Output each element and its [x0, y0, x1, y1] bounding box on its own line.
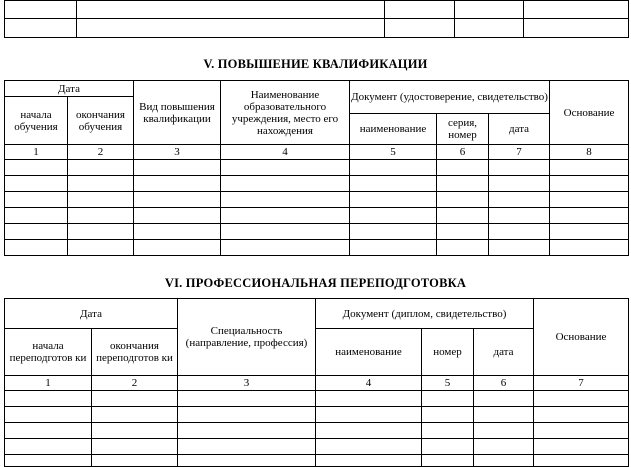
column-number: 3: [178, 376, 316, 391]
column-number: 6: [437, 145, 489, 160]
column-number-row: [5, 145, 629, 160]
doc-name-header: наименование: [316, 329, 422, 376]
column-number: 7: [489, 145, 550, 160]
institution-header: Наименование образовательного учреждения, место его нахождения: [221, 81, 350, 145]
date-group-header: Дата: [5, 81, 134, 97]
section5-title: V. ПОВЫШЕНИЕ КВАЛИФИКАЦИИ: [203, 57, 428, 71]
table-row: [5, 224, 629, 240]
table-row: [5, 176, 629, 192]
basis-header: Основание: [534, 299, 629, 376]
column-number: 8: [550, 145, 629, 160]
basis-header: Основание: [550, 81, 629, 145]
table-row: [5, 423, 629, 439]
document-group-header: Документ (диплом, свидетельство): [316, 299, 534, 329]
column-number: 6: [474, 376, 534, 391]
column-number: 4: [316, 376, 422, 391]
table-row: [5, 391, 629, 407]
table-row: [5, 160, 629, 176]
kind-header: Вид повышения квалификации: [134, 81, 221, 145]
blank-cell: [5, 19, 77, 38]
end-header: окончания обучения: [68, 97, 134, 145]
blank-cell: [5, 1, 77, 19]
table-row: [5, 455, 629, 467]
column-number: 7: [534, 376, 629, 391]
doc-date-header: дата: [489, 114, 550, 145]
column-number-row: [5, 376, 629, 391]
section5-table: [4, 80, 629, 256]
column-number: 5: [422, 376, 474, 391]
end-header: окончания переподготов ки: [92, 329, 178, 376]
specialty-header: Специальность (направление, профессия): [178, 299, 316, 376]
doc-name-header: наименование: [350, 114, 437, 145]
column-number: 2: [68, 145, 134, 160]
blank-cell: [385, 1, 455, 19]
doc-date-header: дата: [474, 329, 534, 376]
blank-cell: [77, 19, 385, 38]
table-row: [5, 439, 629, 455]
start-header: начала переподготов ки: [5, 329, 92, 376]
table-row: [5, 192, 629, 208]
blank-cell: [385, 19, 455, 38]
series-header: серия, номер: [437, 114, 489, 145]
column-number: 1: [5, 145, 68, 160]
section6-title: VI. ПРОФЕССИОНАЛЬНАЯ ПЕРЕПОДГОТОВКА: [164, 276, 467, 290]
table-row: [5, 208, 629, 224]
column-number: 5: [350, 145, 437, 160]
column-number: 3: [134, 145, 221, 160]
document-group-header: Документ (удостоверение, свидетельство): [350, 81, 550, 114]
table-row: [5, 407, 629, 423]
blank-cell: [455, 19, 524, 38]
blank-cell: [455, 1, 524, 19]
blank-cell: [77, 1, 385, 19]
section6-table: [4, 298, 629, 467]
top-table-fragment: [4, 0, 629, 38]
number-header: номер: [422, 329, 474, 376]
start-header: начала обучения: [5, 97, 68, 145]
date-group-header: Дата: [5, 299, 178, 329]
column-number: 4: [221, 145, 350, 160]
column-number: 1: [5, 376, 92, 391]
blank-cell: [524, 1, 629, 19]
column-number: 2: [92, 376, 178, 391]
table-row: [5, 240, 629, 256]
blank-cell: [524, 19, 629, 38]
